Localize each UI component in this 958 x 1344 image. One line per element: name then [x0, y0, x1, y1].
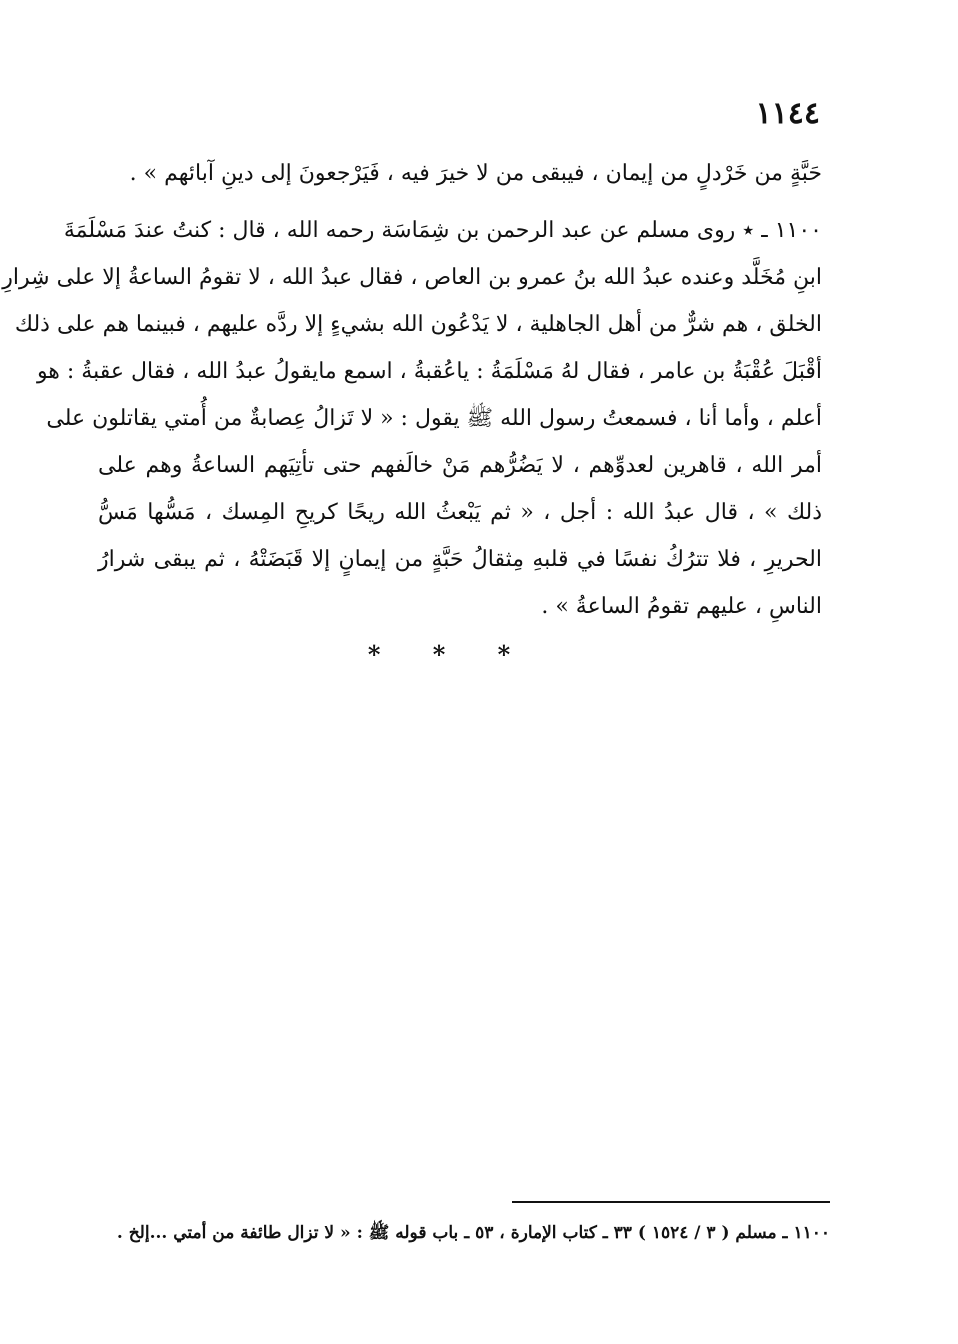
text-line: الخلق ، هم شرٌّ من أهل الجاهلية ، لا يَدْعُون الله بشيءٍ إلا ردَّه عليهم ، فبينما هم على ذلك	[14, 312, 822, 337]
page-number: ١١٤٤	[755, 96, 820, 131]
text-line: ابنِ مُخَلَّد وعنده عبدُ الله بنُ عمرو بن العاص ، فقال عبدُ الله ، لا تقومُ الساعةُ إلا على شِرارِ	[2, 265, 822, 290]
text-line: أمر الله ، قاهرين لعدوِّهم ، لا يَضُرُّهم مَنْ خالَفهم حتى تأتِيَهم الساعةُ وهم على	[98, 453, 822, 478]
text-line: أعلم ، وأما أنا ، فسمعتُ رسول الله ﷺ يقول : « لا تَزالُ عِصابةٌ من أُمتي يقاتلون على	[46, 406, 822, 431]
text-line: ١١٠٠ ـ ٭ روى مسلم عن عبد الرحمن بن شِمَاسَة رحمه الله ، قال : كنتُ عندَ مَسْلَمَةَ	[63, 218, 822, 243]
footnote: ١١٠٠ ـ مسلم ( ٣ / ١٥٢٤ ) ٣٣ ـ كتاب الإمارة ، ٥٣ ـ باب قوله ﷺ : « لا تزال طائفة من أمتي ...إلخ .	[116, 1223, 830, 1243]
section-separator: * * *	[367, 640, 533, 669]
text-line: حَبَّةٍ من خَرْدلٍ من إيمان ، فيبقى من لا خيرَ فيه ، فَيَرْجعونَ إلى دينِ آبائهم » .	[129, 161, 822, 186]
paragraph-gap	[98, 197, 822, 207]
text-line: الناسِ ، عليهم تقومُ الساعةُ » .	[541, 594, 822, 619]
text-line: ذلك » ، قال عبدُ الله : أجل ، « ثم يَبْعثُ الله ريحًا كريحِ المِسك ، مَسُّها مَسُّ	[98, 500, 822, 525]
text-line: أقْبَلَ عُقْبَةُ بن عامر ، فقال لهُ مَسْلَمَةُ : ياعُقبةُ ، اسمع مايقولُ عبدُ الله ، فقال عقبةُ : هو	[36, 359, 822, 384]
main-text	[2, 150, 822, 630]
footnote-divider	[512, 1201, 830, 1203]
text-line: الحريرِ ، فلا تترُكُ نفسًا في قلبهِ مِثقالُ حَبَّةٍ من إيمانٍ إلا قَبَضَتْهُ ، ثم يبقى شرارُ	[98, 547, 822, 572]
